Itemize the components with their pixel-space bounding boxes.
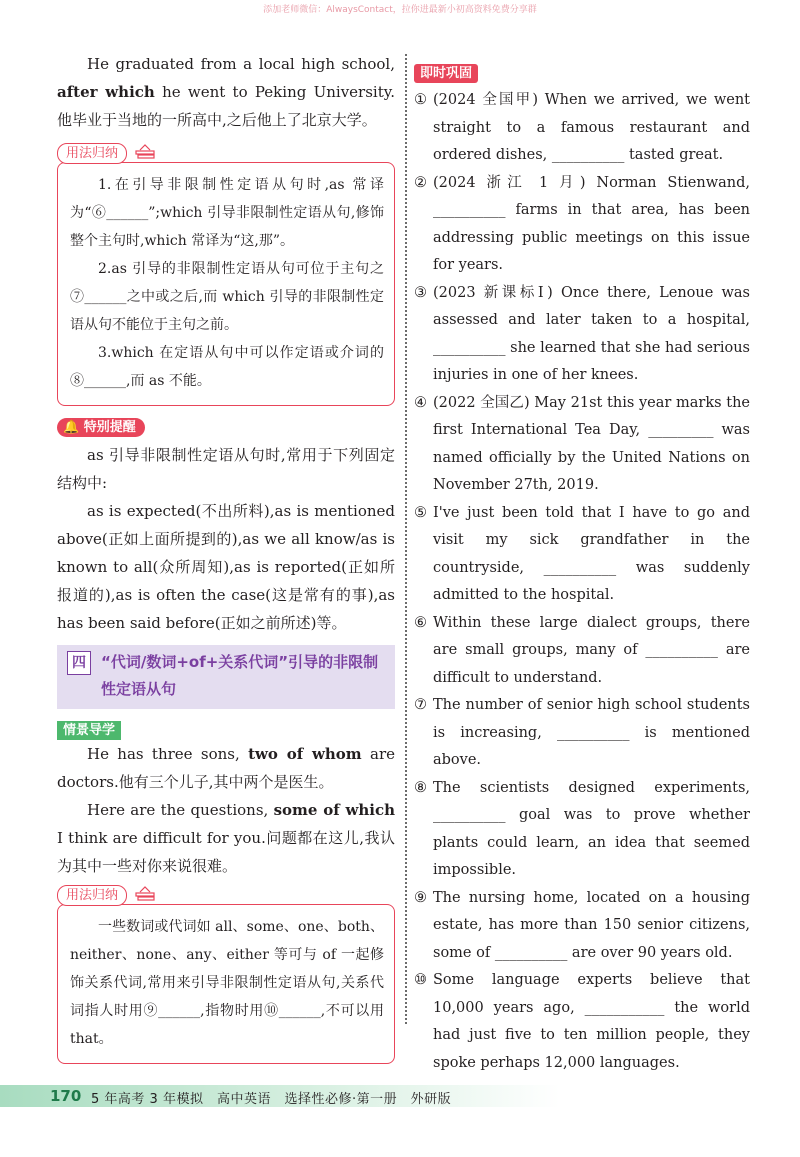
scene-tag: 情景导学 xyxy=(57,721,121,740)
ex2-post: I think are difficult for you.问题都在这儿,我认为其中一些对你来说很难。 xyxy=(57,829,395,875)
exercise-number: ⑤ xyxy=(414,504,427,521)
exercise-number: ⑩ xyxy=(414,972,427,988)
intro-sentence xyxy=(57,50,395,134)
exercise-text: Some language experts believe that 10,000 years ago, ___________ the world had just five to ten million people, they spoke perhaps 12,000 languages. xyxy=(433,972,750,1071)
bell-icon: 🔔 xyxy=(63,420,80,435)
exercise-item xyxy=(414,775,750,885)
exercise-number: ④ xyxy=(414,394,427,411)
warn-intro: as 引导非限制性定语从句时,常用于下列固定结构中: xyxy=(57,446,395,492)
intro-en-post: he went to Peking University. xyxy=(162,83,395,101)
exercise-number: ⑥ xyxy=(414,614,427,631)
usage-box-2 xyxy=(57,904,395,1064)
ex1-pre: He has three sons, xyxy=(87,745,240,763)
exercise-item xyxy=(414,87,750,170)
exercise-text: (2022 全国乙) May 21st this year marks the first International Tea Day, _________ was named officially by the United Nations on November 27th, 2019. xyxy=(433,394,750,493)
intro-cn: 他毕业于当地的一所高中,之后他上了北京大学。 xyxy=(57,111,377,129)
warn-tag-label: 特别提醒 xyxy=(83,420,136,435)
exercise-text: The number of senior high school students is increasing, __________ is mentioned above. xyxy=(433,697,750,768)
footer-book-title: 5 年高考 3 年模拟 高中英语 选择性必修·第一册 外研版 xyxy=(91,1092,452,1107)
usage-tag-2: 用法归纳 xyxy=(57,885,127,906)
usage-rule-1: 1.在引导非限制性定语从句时,as 常译为“⑥______”;which 引导非限制性定语从句,修饰整个主句时,which 常译为“这,那”。 xyxy=(70,177,384,249)
section-number: 四 xyxy=(67,651,91,675)
exercise-text: (2024 浙江 1 月) Norman Stienwand, __________ farms in that area, has been addressing public meetings on this issue for years. xyxy=(433,174,750,273)
usage-rule-3: 3.which 在定语从句中可以作定语或介词的⑧______,而 as 不能。 xyxy=(70,345,384,389)
scene-example-1 xyxy=(57,740,395,796)
watermark-text: 添加老师微信：AlwaysContact，拉你进最新小初高资料免费分享群 xyxy=(263,5,537,15)
exercise-number: ⑨ xyxy=(414,889,427,906)
usage-tag: 用法归纳 xyxy=(57,143,127,164)
usage-rule-2: 2.as 引导的非限制性定语从句可位于主句之⑦______之中或之后,而 which 引导的非限制性定语从句不能位于主句之前。 xyxy=(70,261,384,333)
exercise-list xyxy=(414,87,750,1077)
right-column xyxy=(414,62,750,1077)
ex2-pre: Here are the questions, xyxy=(87,801,269,819)
exercise-item xyxy=(414,967,750,1077)
exercise-item xyxy=(414,280,750,390)
practice-tag: 即时巩固 xyxy=(414,64,478,83)
usage-box-1 xyxy=(57,162,395,406)
warn-body: as is expected(不出所料),as is mentioned above(正如上面所提到的),as we all know/as is known to all(众所周知),as is reported(正如所报道的),as is often the case(这是常有的事),as has been said before(正如之前所述)等。 xyxy=(57,502,395,632)
scene-example-2 xyxy=(57,796,395,880)
intro-en-pre: He graduated from a local high school, xyxy=(87,55,395,73)
page-number: 170 xyxy=(50,1087,82,1105)
exercise-text: The nursing home, located on a housing estate, has more than 150 senior citizens, some of __________ are over 90 years old. xyxy=(433,889,750,961)
warn-tag xyxy=(57,418,145,437)
exercise-number: ⑧ xyxy=(414,779,427,796)
exercise-number: ⑦ xyxy=(414,697,427,713)
ex2-bold: some of which xyxy=(273,801,395,819)
exercise-item xyxy=(414,170,750,280)
exercise-text: I've just been told that I have to go and visit my sick grandfather in the countryside, __________ was suddenly admitted to the hospital. xyxy=(433,504,750,603)
exercise-item xyxy=(414,390,750,500)
exercise-text: Within these large dialect groups, there are small groups, many of __________ are difficult to understand. xyxy=(433,614,750,686)
usage-tag-row-2 xyxy=(57,884,395,906)
exercise-number: ③ xyxy=(414,284,427,301)
exercise-item xyxy=(414,692,750,775)
scene-tag-row xyxy=(57,719,395,740)
exercise-item xyxy=(414,500,750,610)
book-stack-icon xyxy=(134,143,156,163)
exercise-text: The scientists designed experiments, __________ goal was to prove whether plants could learn, an idea that seemed impossible. xyxy=(433,779,750,878)
exercise-text: (2023 新课标Ⅰ) Once there, Lenoue was assessed and later taken to a hospital, __________ she learned that she had serious injuries in one of her knees. xyxy=(433,284,750,383)
exercise-number: ① xyxy=(414,92,427,108)
ex1-post: are doctors.他有三个儿子,其中两个是医生。 xyxy=(57,745,395,791)
intro-bold: after which xyxy=(57,83,155,101)
exercise-item xyxy=(414,610,750,693)
practice-tag-row xyxy=(414,62,750,83)
usage-rule-4: 一些数词或代词如 all、some、one、both、neither、none、any、either 等可与 of 一起修饰关系代词,常用来引导非限制性定语从句,关系代词指人时用⑨______,指物时用⑩______,不可以用 that。 xyxy=(70,919,384,1047)
ex1-bold: two of whom xyxy=(248,745,362,763)
exercise-text: (2024 全国甲) When we arrived, we went straight to a famous restaurant and ordered dishes, __________ tasted great. xyxy=(433,92,750,163)
column-divider xyxy=(405,54,407,1024)
exercise-item xyxy=(414,885,750,968)
left-column xyxy=(57,50,395,1064)
exercise-number: ② xyxy=(414,174,427,191)
usage-tag-row xyxy=(57,142,395,164)
section-title: “代词/数词+of+关系代词”引导的非限制性定语从句 xyxy=(101,653,379,698)
section-heading xyxy=(57,645,395,709)
warn-tag-row xyxy=(57,416,395,437)
book-stack-icon-2 xyxy=(134,885,156,905)
